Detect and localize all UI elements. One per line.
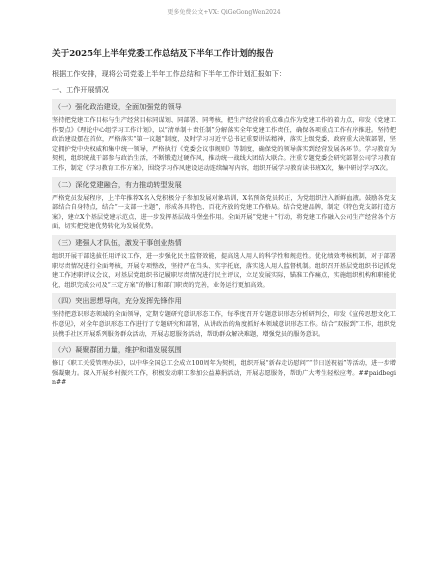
section-body: 坚持把党建工作目标与生产经营目标同谋划、同部署、同考核，把生产经营的重点难点作为党建工作的着力点，印发《党建工作要点》《理论中心组学习工作计划》，以“清单制＋责任制”分解落实全年党建工作责任，确保各项重点工作有序推进。坚持把政治建设摆在首位，严格落实“第一议题”制度，及时学习习近平总书记重要讲话精神，落实上级党委、政府重大决策部署，坚定拥护党中央权威和集中统一领导，严格执行《党委会议事规则》等制度，确保党的领导落实到经营发展各环节。学习教育为契机，组织统战干部参与政治生活，不断锻造过硬作风，推动统一战线大团结大联合。注重专题党委会研究部署公司学习教育工作，制定《学习教育工作方案》，围绕学习作风建设运动连续编写内容，组织开展学习教育读书班X次，集中研讨学习X次。	[52, 117, 396, 172]
section-heading: （一）强化政治建设，全面加强党的领导	[52, 99, 396, 115]
watermark-text: 更多免费公文+VX: QiGeGongWen2024	[167, 9, 281, 16]
section-4	[52, 293, 396, 339]
section-3	[52, 235, 396, 290]
section-heading: （二）深化党建融合，有力推动转型发展	[52, 177, 396, 193]
intro-paragraph: 根据工作安排，现将公司党委上半年工作总结和下半年工作计划汇报如下：	[52, 69, 287, 78]
section-body: 严格党员发展程序，上半年推荐X名入党积极分子参加发展对象培训，X名预备党员转正，为党组织注入新鲜血液。鼓励各党支部结合自身特点，结合“一支部一主题”，形成各具特色、百花齐放的党建工作格局。结合党建品牌，制定《特色党支部打造方案》，建立X个基层党建示范点，进一步发挥基层战斗堡垒作用。全面开展“党建＋”行动，将党建工作融入公司生产经营各个方面，切实把党建优势转化为发展优势。	[52, 194, 396, 231]
part-heading: 一、工作开展情况	[52, 85, 109, 94]
section-heading: （六）凝聚群团力量，维护和谐发展氛围	[52, 342, 396, 358]
section-body: 修订《职工关爱管理办法》，以中华全国总工会成立100周年为契机，组织开展“新春走访慰问”“节日送祝福”等活动，进一步增强凝聚力。深入开展乡村振兴工作，积极发动职工参加公益募捐活动，开展志愿服务，帮助广大考生轻松应考。##paidbegin##	[52, 360, 396, 387]
section-body: 坚持把意识形态领域的全面领导，定期专题研究意识形态工作，每季度召开专题意识形态分析研判会，印发《宣传思想文化工作意见》，对全年意识形态工作进行了专题研究和部署，从讲政治的角度抓好本领域意识形态工作。结合“双报到”工作，组织党员携手社区开展系列服务群众活动，开展志愿服务活动，帮助群众解决难题，增强党员的服务意识。	[52, 311, 396, 338]
section-1	[52, 99, 396, 174]
section-heading: （四）突出思想导向，充分发挥先锋作用	[52, 293, 396, 309]
section-body: 组织开展干部选拔任用评议工作，进一步强化民主监督效能，提高选人用人的科学性和规范性。优化绩效考核机制，对于部署职尽责情况进行全面考核，开展专项整改，坚持严在当头、实字托底，落实选人用人监督机制。组织召开基层党组织书记抓党建工作述职评议会议，对基层党组织书记履职尽责情况进行民主评议，立足发展实际，锚准工作痛点，实施组织机构和职能优化，组织完成公司及“三定方案”的修订和部门职责的完善，业务运行更加高效。	[52, 252, 396, 289]
section-6	[52, 342, 396, 388]
section-2	[52, 177, 396, 232]
document-title: 关于2025年上半年党委工作总结及下半年工作计划的报告	[52, 49, 274, 59]
section-heading: （三）建强人才队伍，激发干事创业热情	[52, 235, 396, 251]
